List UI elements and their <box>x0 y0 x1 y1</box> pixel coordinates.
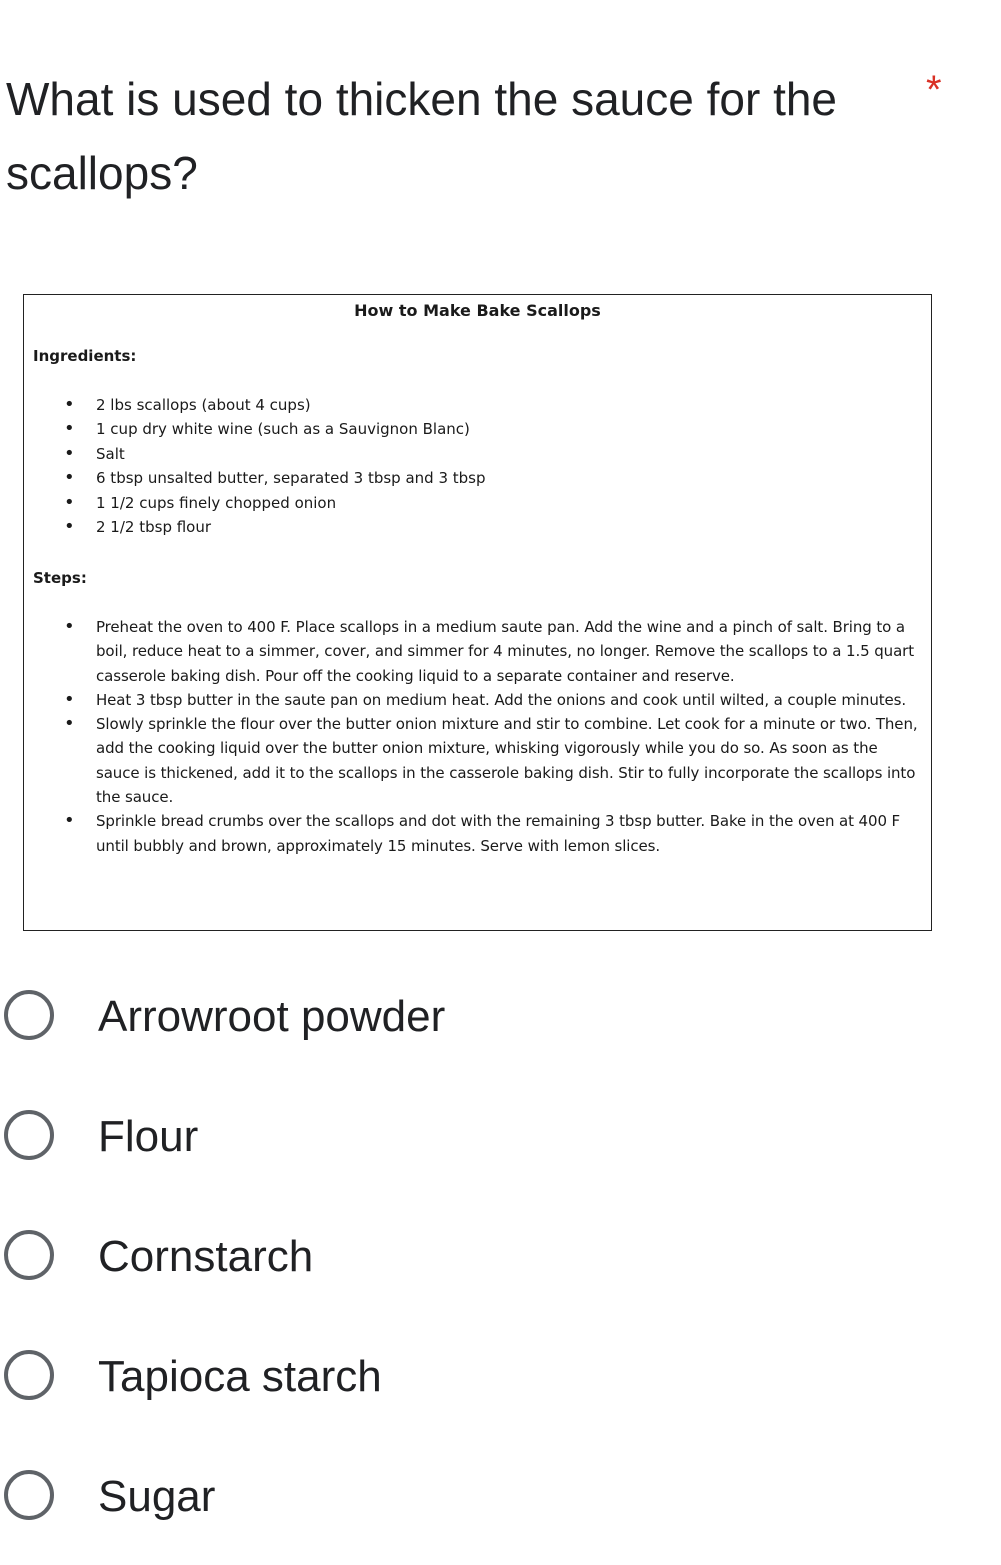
ingredients-list <box>24 393 486 539</box>
option-sugar[interactable] <box>0 1438 1001 1558</box>
option-label: Sugar <box>98 1472 216 1521</box>
ingredients-label: Ingredients: <box>33 347 137 365</box>
required-asterisk: * <box>926 68 942 112</box>
steps-label: Steps: <box>33 569 87 587</box>
ingredient-item: • 2 1/2 tbsp flour <box>24 515 486 539</box>
steps-list <box>24 615 929 858</box>
option-label: Arrowroot powder <box>98 992 446 1041</box>
radio-button-icon[interactable] <box>4 1350 54 1400</box>
ingredient-item: • 1 1/2 cups finely chopped onion <box>24 491 486 515</box>
option-label: Tapioca starch <box>98 1352 382 1401</box>
radio-button-icon[interactable] <box>4 1470 54 1520</box>
answer-options <box>0 958 1001 1558</box>
option-label: Cornstarch <box>98 1232 314 1281</box>
radio-button-icon[interactable] <box>4 1110 54 1160</box>
option-tapioca-starch[interactable] <box>0 1318 1001 1438</box>
recipe-title: How to Make Bake Scallops <box>354 301 601 320</box>
radio-button-icon[interactable] <box>4 1230 54 1280</box>
option-label: Flour <box>98 1112 199 1161</box>
ingredient-item: • Salt <box>24 442 486 466</box>
ingredient-item: • 1 cup dry white wine (such as a Sauvignon Blanc) <box>24 417 486 441</box>
ingredient-item: • 2 lbs scallops (about 4 cups) <box>24 393 486 417</box>
step-item: • Sprinkle bread crumbs over the scallops and dot with the remaining 3 tbsp butter. Bake in the oven at 400 F until bubbly and brown, approximately 15 minutes. Serve with lemon slices. <box>24 809 929 858</box>
radio-button-icon[interactable] <box>4 990 54 1040</box>
option-flour[interactable] <box>0 1078 1001 1198</box>
question-title: What is used to thicken the sauce for the scallops? <box>6 73 838 199</box>
step-item: • Slowly sprinkle the flour over the butter onion mixture and stir to combine. Let cook for a minute or two. Then, add the cooking liquid over the butter onion mixture, whisking vigorously while you do so. As soon as the sauce is thickened, add it to the scallops in the casserole baking dish. Stir to fully incorporate the scallops into the sauce. <box>24 712 929 809</box>
recipe-image <box>23 294 932 931</box>
ingredient-item: • 6 tbsp unsalted butter, separated 3 tbsp and 3 tbsp <box>24 466 486 490</box>
step-item: • Preheat the oven to 400 F. Place scallops in a medium saute pan. Add the wine and a pinch of salt. Bring to a boil, reduce heat to a simmer, cover, and simmer for 4 minutes, no longer. Remove the scallops to a 1.5 quart casserole baking dish. Pour off the cooking liquid to a separate container and reserve. <box>24 615 929 688</box>
step-item: • Heat 3 tbsp butter in the saute pan on medium heat. Add the onions and cook until wilted, a couple minutes. <box>24 688 929 712</box>
option-arrowroot-powder[interactable] <box>0 958 1001 1078</box>
option-cornstarch[interactable] <box>0 1198 1001 1318</box>
